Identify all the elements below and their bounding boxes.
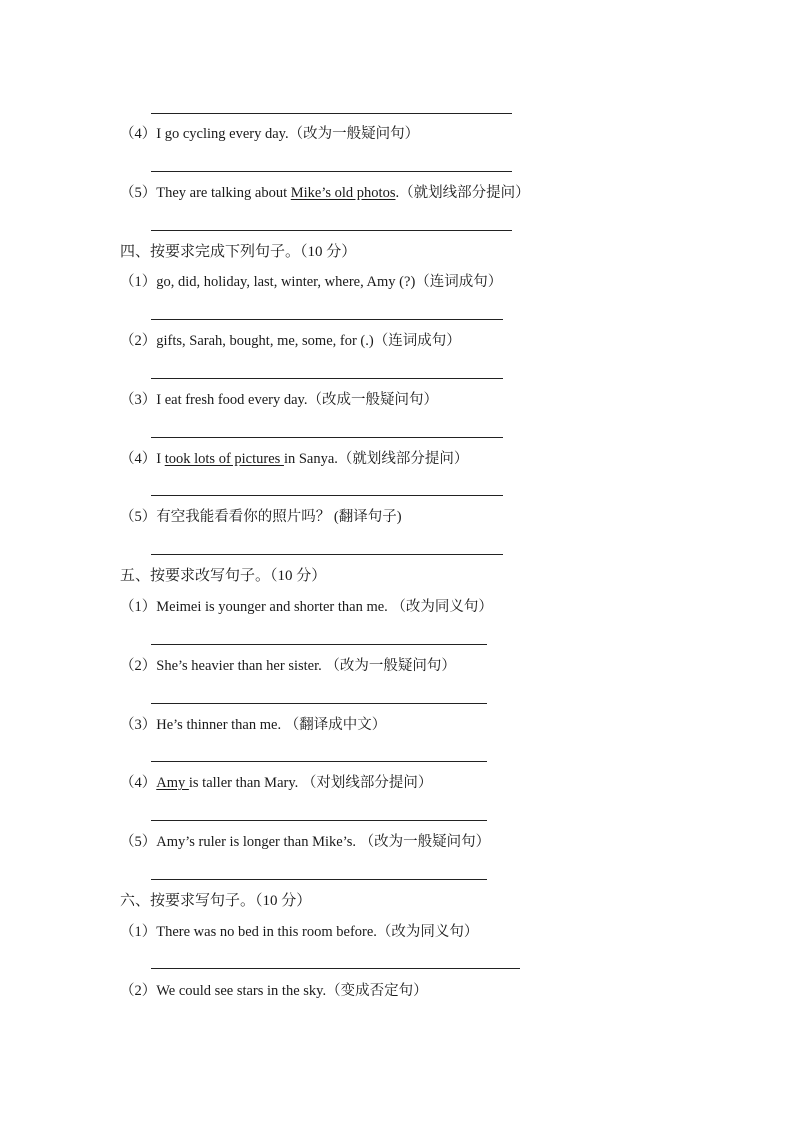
sentence-text: （4）I [120,451,165,467]
sentence-4-2: （2）gifts, Sarah, bought, me, some, for (.)（连词成句） [120,333,461,349]
answer-line [151,378,503,379]
answer-line [151,437,503,438]
sentence-5-3: （3）He’s thinner than me. （翻译成中文） [120,717,387,733]
section-5-heading: 五、按要求改写句子。（10 分） [120,568,327,584]
answer-line [151,554,503,555]
answer-line [151,761,487,762]
sentence-text: is taller than Mary. （对划线部分提问） [188,775,433,791]
answer-line [151,319,503,320]
sentence-5-4 [120,773,432,793]
sentence-6-2: （2）We could see stars in the sky.（变成否定句） [120,983,428,999]
answer-line [151,230,512,231]
section-6-heading: 六、按要求写句子。（10 分） [120,893,312,909]
sentence-text: in Sanya.（就划线部分提问） [283,451,469,467]
sentence-text: （5）They are talking about [120,185,291,201]
answer-line [151,113,512,114]
sentence-6-1: （1）There was no bed in this room before.（改为同义句） [120,924,479,940]
answer-line [151,495,503,496]
underlined-phrase: Mike’s old photos [290,185,396,201]
sentence-4-1: （1）go, did, holiday, last, winter, where, Amy (?)（连词成句） [120,274,503,290]
sentence-5-2: （2）She’s heavier than her sister. （改为一般疑问句） [120,658,456,674]
sentence-5-5: （5）Amy’s ruler is longer than Mike’s. （改为一般疑问句） [120,834,491,850]
sentence-text: （4） [120,775,157,791]
answer-line [151,968,520,969]
sentence-3-4: （4）I go cycling every day.（改为一般疑问句） [120,126,420,142]
answer-line [151,879,487,880]
section-4-heading: 四、按要求完成下列句子。（10 分） [120,244,357,260]
sentence-3-5 [120,183,530,203]
underlined-phrase: Amy [156,775,189,791]
sentence-5-1: （1）Meimei is younger and shorter than me. （改为同义句） [120,599,493,615]
answer-line [151,171,512,172]
underlined-phrase: took lots of pictures [164,451,284,467]
sentence-4-3: （3）I eat fresh food every day.（改成一般疑问句） [120,392,438,408]
sentence-4-5: （5）有空我能看看你的照片吗？ (翻译句子) [120,509,402,525]
answer-line [151,820,487,821]
sentence-4-4 [120,449,468,469]
answer-line [151,644,487,645]
answer-line [151,703,487,704]
sentence-text: .（就划线部分提问） [395,185,530,201]
